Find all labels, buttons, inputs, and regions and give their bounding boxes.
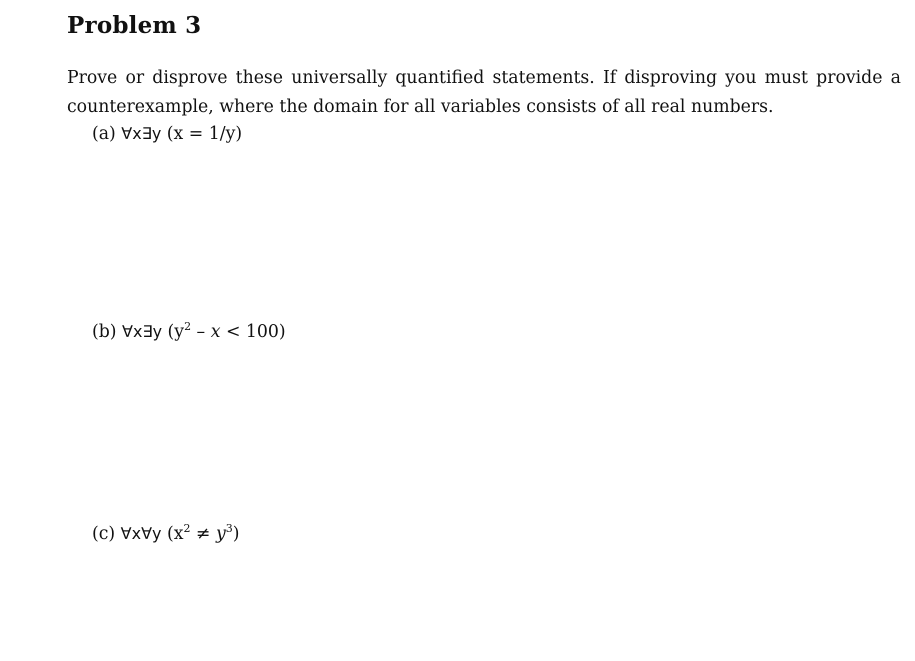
variable: y xyxy=(215,524,226,544)
expr-open: (x xyxy=(167,524,184,544)
expr-rest: 1/y) xyxy=(203,124,243,144)
item-label: (a) xyxy=(92,124,116,144)
relation: ≠ xyxy=(190,524,216,544)
word: Prove xyxy=(67,68,118,88)
problem-title: Problem 3 xyxy=(67,12,202,39)
relation: < xyxy=(220,322,246,342)
expr-open: (x xyxy=(166,124,189,144)
item-a xyxy=(92,124,242,144)
exponent: 2 xyxy=(183,522,191,535)
minus: – xyxy=(191,322,211,342)
word: must xyxy=(764,68,808,88)
word: If xyxy=(602,68,617,88)
word: disproving xyxy=(624,68,718,88)
variable: x xyxy=(210,322,221,342)
quantifiers: ∀x∃y xyxy=(121,124,162,143)
word: a xyxy=(890,68,901,88)
expr-close: ) xyxy=(232,524,240,544)
item-c xyxy=(92,524,239,544)
exponent: 2 xyxy=(184,320,192,333)
word: statements. xyxy=(492,68,595,88)
word: you xyxy=(725,68,757,88)
statement-line-2: counterexample, where the domain for all variables consists of all real numbers. xyxy=(67,97,774,117)
exponent: 3 xyxy=(225,522,233,535)
item-b xyxy=(92,322,286,342)
item-label: (b) xyxy=(92,322,117,342)
quantifiers: ∀x∀y xyxy=(120,524,162,543)
quantifiers: ∀x∃y xyxy=(122,322,163,341)
statement-line-1 xyxy=(67,64,901,93)
word: universally xyxy=(291,68,388,88)
word: provide xyxy=(816,68,883,88)
word: disprove xyxy=(152,68,228,88)
word: quantified xyxy=(395,68,485,88)
problem-statement xyxy=(67,64,901,122)
expr-open: (y xyxy=(167,322,185,342)
word: these xyxy=(235,68,284,88)
word: or xyxy=(125,68,145,88)
relation: = xyxy=(188,124,204,144)
item-label: (c) xyxy=(92,524,116,544)
expr-rest: 100) xyxy=(245,322,286,342)
